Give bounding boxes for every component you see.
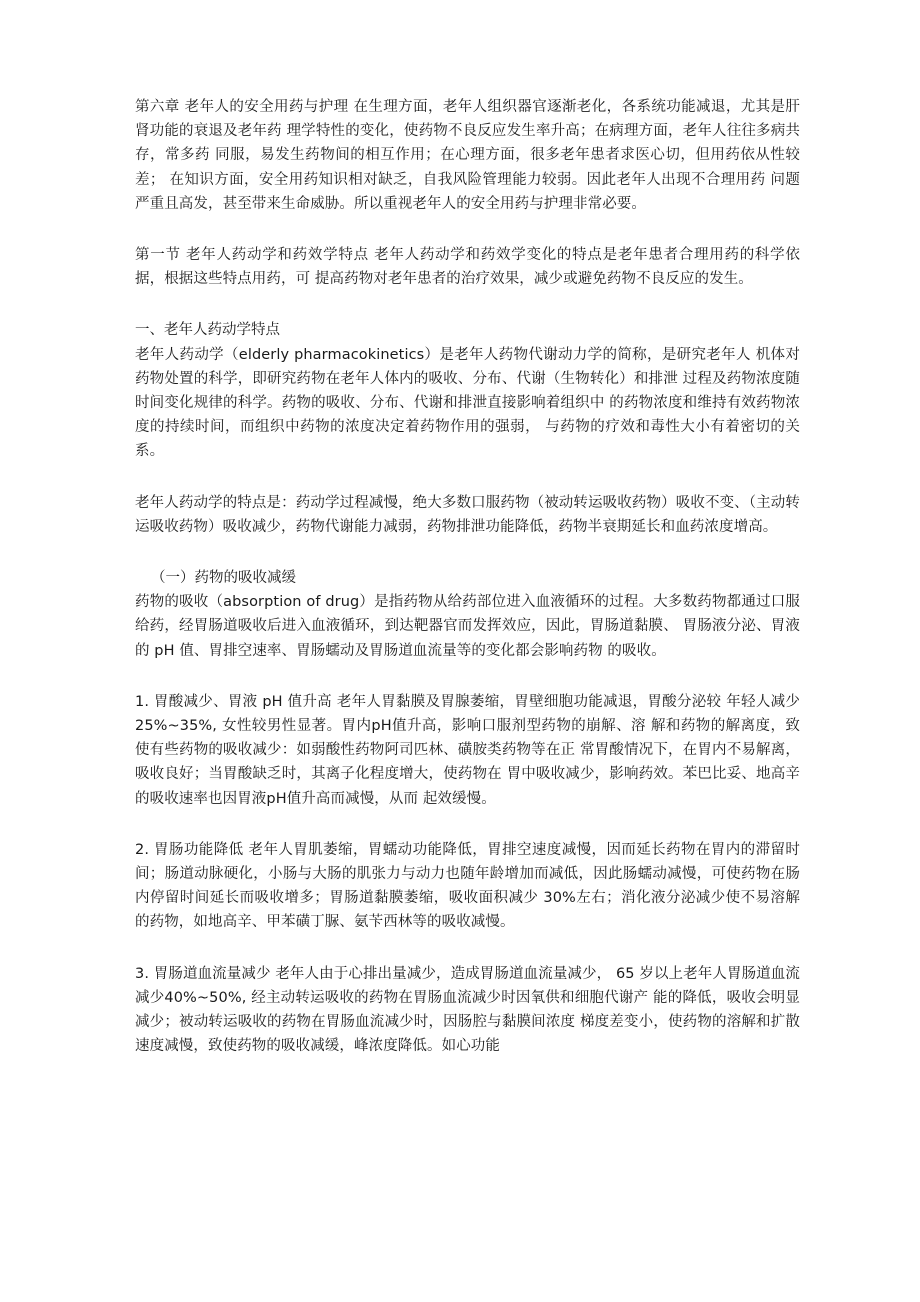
section-intro-paragraph: 第一节 老年人药动学和药效学特点 老年人药动学和药效学变化的特点是老年患者合理用药的科学依据，根据这些特点用药，可 提高药物对老年患者的治疗效果，减少或避免药物不良反应的发生。: [135, 247, 800, 288]
item-1-gastric-acid-paragraph: 1. 胃酸减少、胃液 pH 值升高 老年人胃黏膜及胃腺萎缩，胃壁细胞功能减退，胃酸分泌较 年轻人减少25%~35%, 女性较男性显著。胃内pH值升高，影响口服剂型药物的崩解、溶 解和药物的解离度，致使有些药物的吸收减少：如弱酸性药物阿司匹林、磺胺类药物等在正 常胃酸情况下，在胃内不易解离，吸收良好；当胃酸缺乏时，其离子化程度增大，使药物在 胃中吸收减少，影响药效。苯巴比妥、地高辛的吸收速率也因胃液pH值升高而减慢，从而 起效缓慢。: [135, 693, 800, 807]
absorption-definition-paragraph: 药物的吸收（absorption of drug）是指药物从给药部位进入血液循环的过程。大多数药物都通过口服给药，经胃肠道吸收后进入血液循环，到达靶器官而发挥效应，因此，胃肠道黏膜、 胃肠液分泌、胃液的 pH 值、胃排空速率、胃肠蠕动及胃肠道血流量等的变化都会影响药物 的吸收。: [135, 594, 800, 659]
document-page: [135, 95, 800, 1059]
pharmacokinetics-definition-paragraph: 老年人药动学（elderly pharmacokinetics）是老年人药物代谢动力学的简称，是研究老年人 机体对药物处置的科学，即研究药物在老年人体内的吸收、分布、代谢（生物转化）和排泄 过程及药物浓度随时间变化规律的科学。药物的吸收、分布、代谢和排泄直接影响着组织中 的药物浓度和维持有效药物浓度的持续时间，而组织中药物的浓度决定着药物作用的强弱， 与药物的疗效和毒性大小有着密切的关系。: [135, 346, 800, 460]
chapter-intro-paragraph: 第六章 老年人的安全用药与护理 在生理方面，老年人组织器官逐渐老化，各系统功能减退，尤其是肝肾功能的衰退及老年药 理学特性的变化，使药物不良反应发生率升高；在病理方面，老年人往往多病共存，常多药 同服，易发生药物间的相互作用；在心理方面，很多老年患者求医心切，但用药依从性较差； 在知识方面，安全用药知识相对缺乏，自我风险管理能力较弱。因此老年人出现不合理用药 问题严重且高发，甚至带来生命威胁。所以重视老年人的安全用药与护理非常必要。: [135, 99, 800, 212]
section-heading-pharmacokinetics: 一、老年人药动学特点: [135, 322, 280, 339]
item-3-gi-blood-flow-paragraph: 3. 胃肠道血流量减少 老年人由于心排出量减少，造成胃肠道血流量减少， 65 岁以上老年人胃肠道血流减少40%~50%, 经主动转运吸收的药物在胃肠血流减少时因氧供和细胞代谢产 能的降低，吸收会明显减少；被动转运吸收的药物在胃肠血流减少时，因肠腔与黏膜间浓度 梯度差变小，使药物的溶解和扩散速度减慢，致使药物的吸收减缓，峰浓度降低。如心功能: [135, 965, 800, 1055]
subsection-heading-absorption: （一）药物的吸收减缓: [151, 570, 296, 587]
item-2-gi-function-paragraph: 2. 胃肠功能降低 老年人胃肌萎缩，胃蠕动功能降低，胃排空速度减慢，因而延长药物在胃内的滞留时间；肠道动脉硬化，小肠与大肠的肌张力与动力也随年龄增加而减低，因此肠蠕动减慢，可使药物在肠内停留时间延长而吸收增多；胃肠道黏膜萎缩，吸收面积减少 30%左右；消化液分泌减少使不易溶解的药物，如地高辛、甲苯磺丁脲、氨苄西林等的吸收减慢。: [135, 841, 800, 931]
pharmacokinetics-features-paragraph: 老年人药动学的特点是：药动学过程减慢，绝大多数口服药物（被动转运吸收药物）吸收不变、（主动转运吸收药物）吸收减少，药物代谢能力减弱，药物排泄功能降低，药物半衰期延长和血药浓度增高。: [135, 494, 800, 535]
